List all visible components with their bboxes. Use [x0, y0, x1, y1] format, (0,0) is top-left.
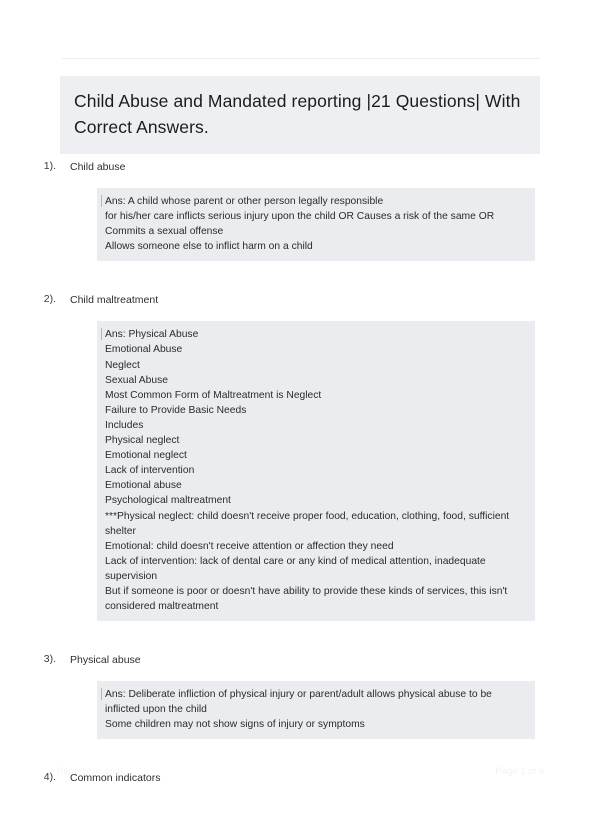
answer-line: Most Common Form of Maltreatment is Neglect — [105, 389, 322, 401]
answer-line: Emotional abuse — [105, 480, 182, 492]
text-caret-icon — [101, 328, 102, 340]
page-number: Page 1 of 6 — [495, 766, 544, 777]
answer-line: Some children may not show signs of injury or symptoms — [105, 719, 365, 731]
question-item — [0, 653, 606, 767]
answer-line: Allows someone else to inflict harm on a child — [105, 241, 313, 253]
question-number: 2). — [43, 293, 56, 306]
answer-line: Physical neglect — [105, 435, 180, 447]
section-spacer — [0, 261, 606, 289]
answer-line: Ans: A child whose parent or other person legally responsible — [105, 196, 384, 207]
question-number: 3). — [43, 653, 56, 666]
question-item — [0, 160, 606, 289]
text-caret-icon — [101, 195, 102, 207]
answer-block — [97, 321, 535, 621]
answer-line: Emotional neglect — [105, 450, 187, 462]
question-header — [0, 653, 606, 671]
answer-block — [97, 188, 535, 261]
questions-list — [0, 160, 606, 825]
answer-line: But if someone is poor or doesn't have ability to provide these kinds of services, this isn't considered maltreatment — [105, 585, 508, 613]
question-number: 4). — [43, 771, 56, 784]
answer-block — [97, 681, 535, 739]
question-prompt: Physical abuse — [70, 654, 141, 667]
answer-line: ***Physical neglect: child doesn't receive proper food, education, clothing, food, sufficient shelter — [105, 510, 510, 537]
question-prompt: Child abuse — [70, 161, 126, 173]
page-title: Child Abuse and Mandated reporting |21 Questions| With Correct Answers. — [74, 91, 521, 137]
question-header — [0, 293, 606, 311]
page-footer — [0, 766, 606, 782]
question-prompt: Child maltreatment — [70, 294, 159, 307]
question-prompt: Common indicators — [70, 772, 161, 785]
answer-line: Ans: Deliberate infliction of physical injury or parent/adult allows physical abuse to be inflicted upon the child — [105, 689, 492, 716]
answer-line: Psychological maltreatment — [105, 495, 231, 507]
answer-line: Ans: Physical Abuse — [105, 329, 199, 341]
answer-line: Includes — [105, 419, 144, 431]
answer-line: Lack of intervention — [105, 465, 195, 477]
answer-line: Emotional Abuse — [105, 344, 183, 356]
question-header — [0, 160, 606, 178]
answer-line: Sexual Abuse — [105, 374, 168, 386]
question-item — [0, 293, 606, 649]
answer-line: Emotional: child doesn't receive attention or affection they need — [105, 540, 394, 552]
site-watermark: PaperStilic.com — [57, 766, 123, 776]
answer-line: Commits a sexual offense — [105, 226, 224, 238]
section-spacer — [0, 799, 606, 821]
question-number: 1). — [43, 160, 56, 172]
answer-line: Failure to Provide Basic Needs — [105, 404, 247, 416]
document-title-block — [60, 76, 540, 154]
answer-line: Lack of intervention: lack of dental care or any kind of medical attention, inadequate supervision — [105, 555, 486, 582]
section-spacer — [0, 621, 606, 649]
answer-line: Neglect — [105, 359, 140, 371]
answer-line: for his/her care inflicts serious injury upon the child OR Causes a risk of the same OR — [105, 211, 495, 223]
text-caret-icon — [101, 688, 102, 700]
section-spacer — [0, 739, 606, 767]
header-divider — [62, 58, 540, 59]
